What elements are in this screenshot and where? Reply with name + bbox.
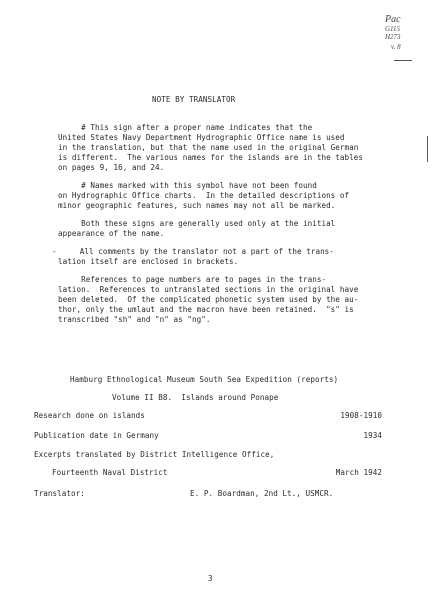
text-line: # This sign after a proper name indicates that the — [58, 123, 313, 132]
text-line: on pages 9, 16, and 24. — [58, 163, 165, 172]
translator-value: E. P. Boardman, 2nd Lt., USMCR. — [190, 489, 334, 498]
marginalia-line: Pac — [385, 14, 401, 25]
translator-label: Translator: — [34, 489, 85, 498]
district-date: March 1942 — [335, 468, 382, 477]
text-line: lation. References to untranslated sections in the original have — [58, 285, 359, 294]
text-line: in the translation, but that the name used in the original German — [58, 143, 359, 152]
text-line: on Hydrographic Office charts. In the detailed descriptions of — [58, 191, 350, 200]
pubdate-label: Publication date in Germany — [34, 431, 159, 440]
text-line: transcribed "sh" and "n" as "ng". — [58, 315, 211, 324]
text-line: References to page numbers are to pages in the trans- — [58, 275, 327, 284]
text-line: thor, only the umlaut and the macron have been retained. "s" is — [58, 305, 354, 314]
marginalia-line: G115 — [385, 25, 401, 33]
marginalia-underline — [394, 60, 412, 61]
text-line: # Names marked with this symbol have not been found — [58, 181, 317, 190]
text-line: lation itself are enclosed in brackets. — [58, 257, 239, 266]
text-line: Both these signs are generally used only at the initial — [58, 219, 336, 228]
marginalia-line: H273 — [385, 33, 401, 41]
pubdate-value: 1934 — [363, 431, 382, 440]
research-label: Research done on islands — [34, 411, 145, 420]
text-line: United States Navy Department Hydrographic Office name is used — [58, 133, 345, 142]
series-title: Hamburg Ethnological Museum South Sea Expedition (reports) — [70, 375, 339, 384]
text-line: been deleted. Of the complicated phonetic system used by the au- — [58, 295, 359, 304]
marginalia-note — [385, 14, 401, 52]
excerpts-label: Excerpts translated by District Intelligence Office, — [34, 450, 275, 459]
research-value: 1908-1910 — [340, 411, 382, 420]
text-line: appearance of the name. — [58, 229, 165, 238]
text-line: minor geographic features, such names may not all be marked. — [58, 201, 336, 210]
margin-rule — [427, 136, 428, 162]
page-heading: NOTE BY TRANSLATOR — [152, 95, 236, 104]
text-line: - All comments by the translator not a part of the trans- — [52, 247, 334, 256]
page-number: 3 — [208, 574, 213, 583]
text-line: is different. The various names for the islands are in the tables — [58, 153, 364, 162]
volume-title: Volume II B8. Islands around Ponape — [112, 393, 279, 402]
marginalia-line: v. 8 — [391, 43, 401, 51]
district-label: Fourteenth Naval District — [52, 468, 168, 477]
